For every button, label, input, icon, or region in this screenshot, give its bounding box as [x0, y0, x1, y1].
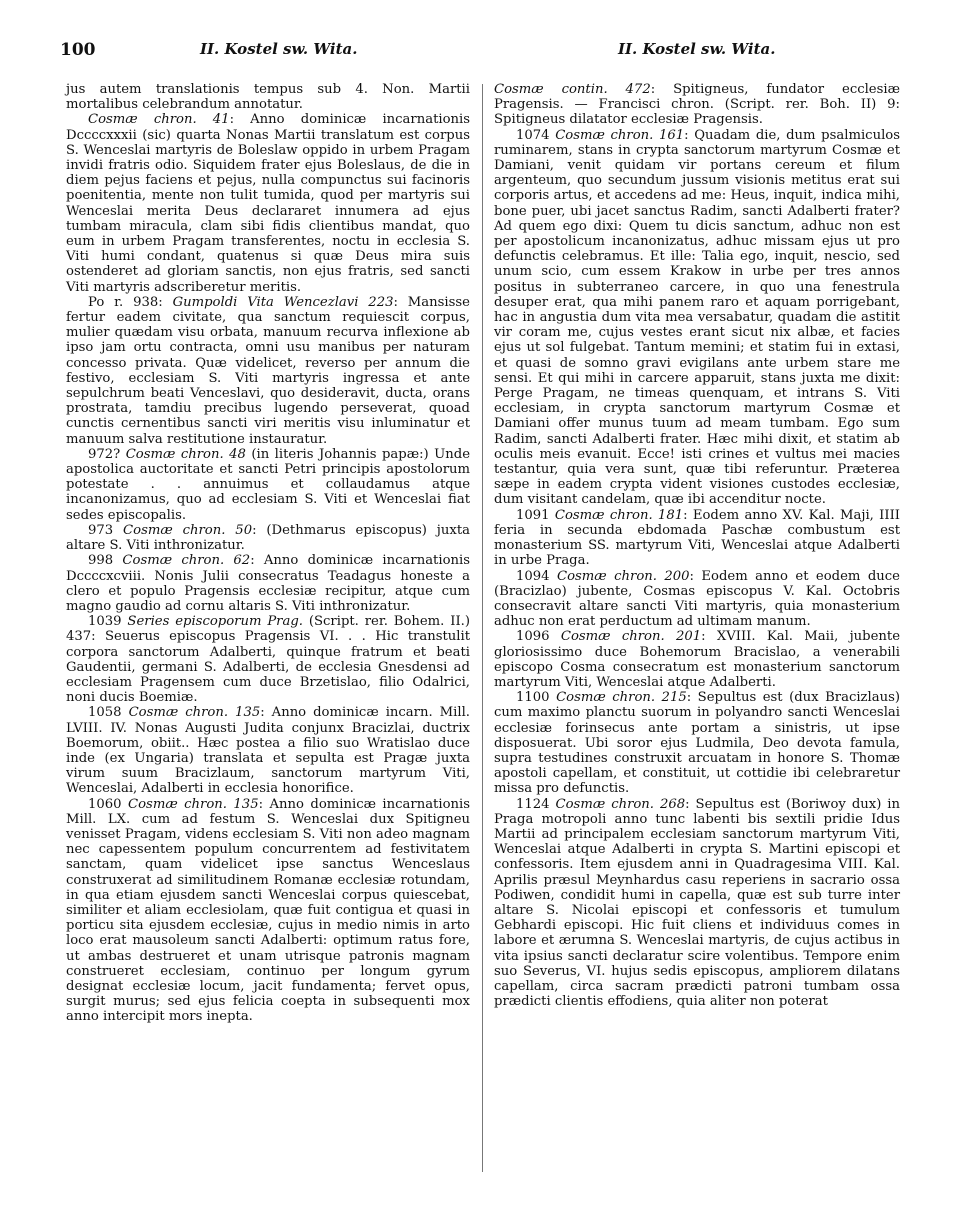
paragraph-text: : Mansisse fertur eadem civitate, qua sanctum requiescit corpus, mulier quædam visu orbata, manuum recurva inflexione ab ipso jam ortu contracta, omni usu manibus per naturam concesso privata. Quæ videlicet, reverso per annum die festivo, ecclesiam S. Viti martyris ingressa et ante sepulchrum beati Venceslavi, quo desideravit, ducta, orans prostrata, tamdiu precibus lugendo perseverat, quoad cunctis cernentibus sancti viri meritis visu inluminatur et manuum salva restitutione instauratur.	[66, 294, 470, 447]
paragraph	[66, 112, 470, 294]
source-citation: Cosmæ chron. 135	[128, 796, 259, 812]
paragraph-lead: 1124	[516, 796, 556, 812]
paragraph	[494, 797, 900, 1010]
paragraph-lead: 1096	[516, 629, 561, 645]
source-citation: Cosmæ chron. 201	[560, 629, 702, 645]
running-header-right: II. Kostel sw. Wita.	[618, 40, 776, 58]
source-citation: Cosmæ chron. 215	[556, 690, 687, 706]
source-citation: Cosmæ chron. 268	[555, 796, 686, 812]
paragraph	[66, 614, 470, 705]
paragraph-lead: 1074	[516, 127, 556, 143]
right-column	[494, 82, 900, 1009]
paragraph-text: : Eodem anno et eodem duce (Bracizlao) jubente, Cosmas episcopus V. Kal. Octobris consecravit altare sancti Viti martyris, quia monasterium adhuc non erat perductum ad ultimam manum.	[494, 568, 900, 630]
paragraph	[494, 690, 900, 796]
paragraph-lead: 1091	[516, 507, 555, 523]
paragraph-lead: 1094	[516, 568, 557, 584]
paragraph-text: : Anno dominicæ incarnationis Dccccxcviii. Nonis Julii consecratus Teadagus honeste a clero et populo Pragensis ecclesiæ recipitur, atque cum magno gaudio ad cornu altaris S. Viti inthronizatur.	[66, 553, 470, 614]
paragraph-text: : XVIII. Kal. Maii, jubente gloriosissimo duce Bohemorum Bracislao, a venerabili episcopo Cosma consecratum est monasterium sanctorum martyrum Viti, Wenceslai atque Adalberti.	[494, 629, 900, 690]
source-citation: Cosmæ chron. 50	[123, 522, 253, 538]
page-number: 100	[60, 40, 96, 60]
source-citation: Cosmæ chron. 62	[122, 553, 251, 569]
column-divider	[482, 84, 483, 1172]
left-column	[66, 82, 470, 1025]
paragraph	[66, 553, 470, 614]
source-citation: Cosmæ chron. 181	[554, 507, 684, 523]
source-citation: Series episcoporum Prag.	[127, 614, 303, 630]
paragraph	[494, 128, 900, 508]
source-citation: Cosmæ chron. 200	[557, 568, 690, 584]
paragraph	[494, 569, 900, 630]
paragraph	[494, 629, 900, 690]
source-citation: Cosmæ contin. 472	[494, 82, 651, 97]
paragraph-lead: 1100	[516, 690, 557, 706]
paragraph-text: : Anno dominicæ incarnationis Dccccxxxii (sic) quarta Nonas Martii translatum est corpus S. Wenceslai martyris de Boleslaw oppido in urbem Pragam invidi fratris odio. Siquidem frater ejus Boleslaus, de die in diem pejus faciens et pejus, nulla compunctus sui facinoris poenitentia, mente non tulit tumida, quod per martyris sui Wenceslai merita Deus declararet innumera ad ejus tumbam miracula, clam sibi fidis clientibus mandat, quo eum in urbem Pragam transferentes, noctu in ecclesia S. Viti humi condant, quatenus si quæ Deus mira suis ostenderet ad gloriam sanctis, non ejus fratris, sed sancti Viti martyris adscriberetur meritis.	[66, 112, 471, 295]
paragraph-text: : Anno dominicæ incarnationis Mill. LX. cum ad festum S. Wenceslai dux Spitigneu venisset Pragam, videns ecclesiam S. Viti non adeo magnam nec capessentem populum concurrentem ad festivitatem sanctam, quam videlicet ipse sanctus Wenceslaus construxerat ad similitudinem Romanæ ecclesiæ rotundam, in qua etiam ejusdem sancti Wenceslai corpus quiescebat, similiter et aliam ecclesiolam, quæ fuit contigua et quasi in porticu sita ejusdem ecclesiæ, cujus in medio nimis in arto loco erat mausoleum sancti Adalberti: optimum ratus fore, ut ambas destrueret et unam utrisque patronis magnam construeret ecclesiam, continuo per longum gyrum designat ecclesiæ locum, jacit fundamenta; fervet opus, surgit murus; sed ejus felicia coepta in subsequenti mox anno intercipit mors inepta.	[66, 796, 470, 1025]
paragraph	[66, 447, 470, 523]
paragraph-text: : Spitigneus, fundator ecclesiæ Pragensis. — Francisci chron. (Script. rer. Boh. II) 9: Spitigneus dilatator ecclesiæ Pragensis.	[494, 82, 900, 128]
paragraph-text: : Sepultus est (Boriwoy dux) in Praga motropoli anno tunc labenti bis sextili pridie Idus Martii ad principalem ecclesiam sanctorum martyrum Viti, Wenceslai atque Adalberti in crypta S. Martini episcopi et confessoris. Item ejusdem anni in Quadragesima VIII. Kal. Aprilis præsul Meynhardus casu reperiens in sacrario ossa Podiwen, condidit humi in capella, quæ est sub turre inter altare S. Nicolai episcopi et confessoris et tumulum Gebhardi episcopi. Hic fuit cliens et individuus comes in labore et ærumna S. Wenceslai martyris, de cujus actibus in vita ipsius sancti declaratur scire volentibus. Tempore enim suo Severus, VI. hujus sedis episcopus, ampliorem dilatans capellam, circa sacram prædicti patroni tumbam ossa prædicti clientis effodiens, quia aliter non poterat	[494, 796, 901, 1010]
paragraph-lead: 973	[88, 522, 124, 538]
source-citation: Gumpoldi Vita Wencezlavi 223	[172, 294, 394, 310]
paragraph-text: : Sepultus est (dux Bracizlaus) cum maximo planctu suorum in polyandro sancti Wenceslai ecclesiæ forinsecus ante portam a sinistris, ut ipse disposuerat. Ubi soror ejus Ludmila, Deo devota famula, supra testudines construxit arcuatam in honore S. Thomæ apostoli capellam, et constituit, ut cottidie ibi celebraretur missa pro defunctis.	[494, 690, 900, 797]
source-citation: Cosmæ chron. 135	[128, 705, 261, 721]
paragraph-text: : Anno dominicæ incarn. Mill. LVIII. IV. Nonas Augusti Judita conjunx Bracizlai, ductrix Boemorum, obiit.. Hæc postea a filio suo Wratislao duce inde (ex Ungaria) translata et sepulta est Pragæ juxta virum suum Bracizlaum, sanctorum martyrum Viti, Wenceslai, Adalberti in ecclesia honorifice.	[66, 705, 470, 797]
paragraph	[66, 295, 470, 447]
paragraph-lead: 972?	[88, 446, 126, 462]
paragraph	[66, 797, 470, 1025]
paragraph-lead: 1058	[88, 705, 129, 721]
paragraph-text: (Script. rer. Bohem. II.) 437: Seuerus episcopus Pragensis VI. . . Hic transtulit corpora sanctorum Adalberti, quinque fratrum et beati Gaudentii, germani S. Adalberti, de ecclesia Gnesdensi ad ecclesiam Pragensem cum duce Brzetislao, filio Odalrici, noni ducis Boemiæ.	[66, 614, 470, 706]
source-citation: Cosmæ chron. 41	[88, 112, 230, 128]
paragraph-lead: 1039	[88, 614, 128, 630]
paragraph	[66, 82, 470, 112]
source-citation: Cosmæ chron. 161	[555, 127, 685, 143]
paragraph-text: : Eodem anno XV. Kal. Maji, IIII feria in secunda ebdomada Paschæ combustum est monasterium SS. martyrum Viti, Wenceslai atque Adalberti in urbe Praga.	[494, 507, 900, 569]
paragraph-text: jus autem translationis tempus sub 4. Non. Martii mortalibus celebrandum annotatur.	[66, 82, 470, 113]
running-header-left: II. Kostel sw. Wita.	[200, 40, 358, 58]
paragraph	[494, 82, 900, 128]
paragraph-text: : Quadam die, dum psalmiculos ruminarem, stans in crypta sanctorum martyrum Cosmæ et Damiani, venit quidam vir portans cereum et filum argenteum, quo secundum jussum visionis metitus erat sui corporis artus, et accedens ad me: Heus, inquit, indica mihi, bone puer, ubi jacet sanctus Radim, sancti Adalberti frater? Ad quem ego dixi: Quem tu dicis sanctum, adhuc non est per apostolicum incanonizatus, adhuc missam ejus ut pro defunctis celebramus. Et ille: Talia ego, inquit, nescio, sed unum scio, cum essem Krakow in urbe per tres annos positus in subterraneo carcere, in quo una fenestrula desuper erat, qua mihi panem raro et aquam porrigebant, hac in angustia dum vita mea versabatur, quadam die astitit vir coram me, cujus vestes erant sicut nix albæ, et facies ejus ut sol fulgebat. Tantum memini; et statim fui in extasi, et quasi de somno gravi evigilans ante urbem stare me sensi. Et qui mihi in carcere apparuit, stans juxta me dixit: Perge Pragam, ne timeas quenquam, et intrans S. Viti ecclesiam, in crypta sanctorum martyrum Cosmæ et Damiani offer munus tuum ad meam tumbam. Ego sum Radim, sancti Adalberti frater. Hæc mihi dixit, et statim ab oculis meis evanuit. Ecce! isti crines et vultus mei macies testantur, quia vera sunt, quæ tibi referuntur. Præterea sæpe in eadem crypta vident visiones custodes ecclesiæ, dum visitant candelam, quæ ibi accenditur nocte.	[494, 127, 900, 508]
paragraph-lead: 1060	[88, 796, 129, 812]
paragraph	[66, 705, 470, 796]
paragraph	[66, 523, 470, 553]
paragraph-lead: Po r. 938:	[88, 294, 173, 310]
paragraph-text: (in literis Johannis papæ:) Unde apostolica auctoritate et sancti Petri principis apostolorum potestate . . annuimus et collaudamus atque incanonizamus, quo ad ecclesiam S. Viti et Wenceslai fiat sedes episcopalis.	[66, 446, 471, 523]
paragraph-text: : (Dethmarus episcopus) juxta altare S. Viti inthronizatur.	[66, 522, 470, 554]
paragraph	[494, 508, 900, 569]
source-citation: Cosmæ chron. 48	[125, 446, 246, 462]
paragraph-lead: 998	[88, 553, 123, 569]
